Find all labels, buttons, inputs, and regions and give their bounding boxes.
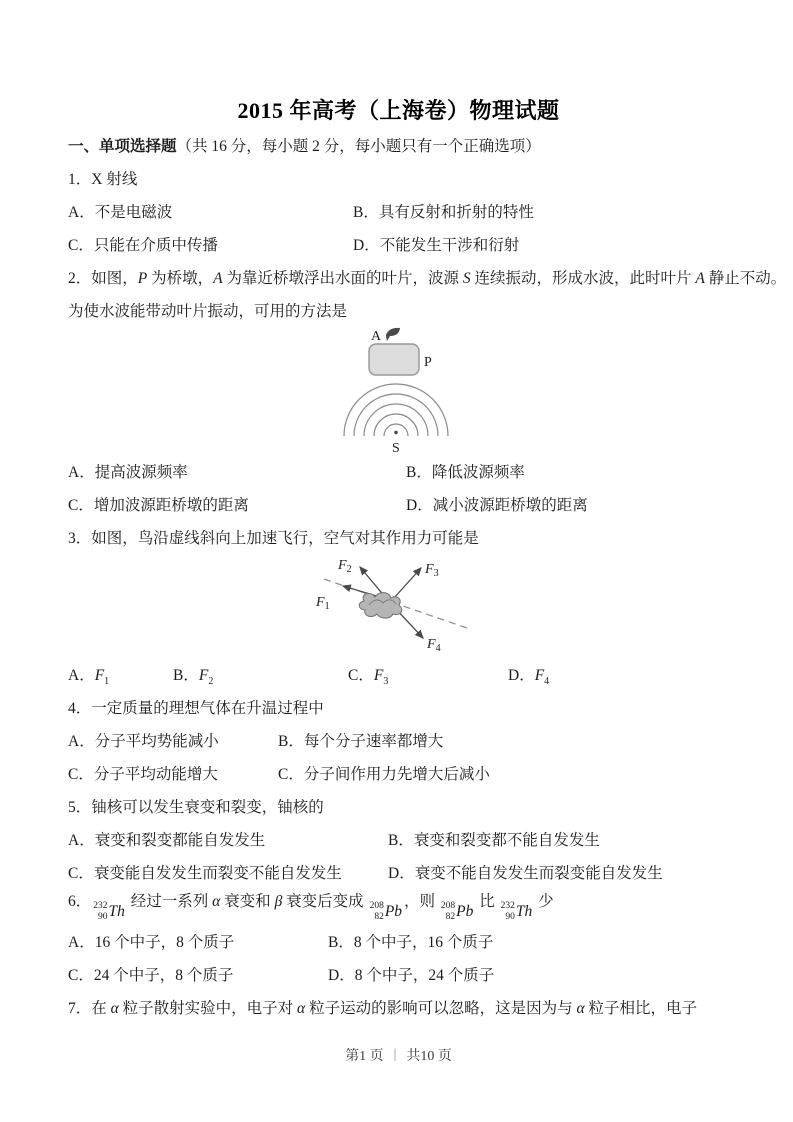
q6-option-b: B．8 个中子，16 个质子 (328, 933, 494, 951)
q3-option-a: A．$F_1$ (68, 666, 110, 687)
question-6-options-row-1 (68, 924, 729, 957)
q6-option-a: A．16 个中子，8 个质子 (68, 933, 235, 951)
question-2-stem-line-2: 为使水波能带动叶片振动，可用的方法是 (68, 302, 348, 320)
force-label-f2: $F_2$ (337, 558, 352, 575)
q4-option-b: B．每个分子速率都增大 (278, 732, 444, 750)
q3-option-d: D．$F_4$ (508, 666, 550, 687)
wave-arcs (344, 384, 448, 436)
question-5-options-row-2 (68, 855, 729, 888)
question-4-options-row-1 (68, 723, 729, 756)
section-heading-note: （共 16 分，每小题 2 分，每小题只有一个正确选项） (176, 137, 541, 155)
q5-option-b: B．衰变和裂变都不能自发发生 (388, 831, 600, 849)
question-6-options-row-2 (68, 957, 729, 990)
wave-arc-1 (384, 424, 408, 436)
force-label-f3: $F_3$ (424, 562, 439, 579)
water-wave-figure (68, 326, 729, 454)
force-label-f1: $F_1$ (315, 595, 330, 612)
q3-option-c: C．$F_3$ (348, 666, 389, 687)
q2-option-d: D．减小波源距桥墩的距离 (406, 496, 588, 514)
q4-option-a: A．分子平均势能减小 (68, 732, 219, 750)
q2-option-b: B．降低波源频率 (406, 463, 525, 481)
q6-option-c: C．24 个中子，8 个质子 (68, 966, 234, 984)
wave-arc-4 (354, 394, 438, 436)
question-6-stem: 6． 232 90 Th 经过一系列 α 衰变和 β 衰变后变成 208 82 Pb ，则 208 82 Pb 比 232 90 Th 少 (68, 893, 554, 922)
q1-option-b: B．具有反射和折射的特性 (353, 203, 534, 221)
q5-option-c: C．衰变能自发发生而裂变不能自发发生 (68, 864, 342, 882)
q5-option-a: A．衰变和裂变都能自发发生 (68, 831, 266, 849)
wave-source-label: S (391, 441, 400, 454)
page-footer (68, 1045, 729, 1065)
bird-shape (359, 593, 402, 619)
question-3-options-row (68, 657, 729, 690)
wave-source-dot (394, 431, 397, 434)
question-5-options-row-1 (68, 822, 729, 855)
q3-option-b: B．$F_2$ (173, 666, 214, 687)
force-arrow-f3 (394, 568, 421, 598)
footer-separator: | (393, 1047, 397, 1062)
question-4-stem: 4．一定质量的理想气体在升温过程中 (68, 699, 324, 717)
q2-option-a: A．提高波源频率 (68, 463, 188, 481)
q6-option-d: D．8 个中子，24 个质子 (328, 966, 495, 984)
question-3-stem: 3．如图，鸟沿虚线斜向上加速飞行，空气对其作用力可能是 (68, 529, 479, 547)
question-7-stem: 7．在 α 粒子散射实验中，电子对 α 粒子运动的影响可以忽略，这是因为与 α 粒子相比，电子 (68, 999, 697, 1017)
question-1-options-row-2 (68, 227, 729, 260)
q1-option-a: A．不是电磁波 (68, 203, 173, 221)
bird-forces-figure (68, 553, 729, 657)
question-4-options-row-2 (68, 756, 729, 789)
footer-total-pages: 共10 页 (406, 1049, 452, 1064)
section-heading-number: 一、单项选择题 (68, 137, 177, 155)
footer-page-number: 第1 页 (345, 1049, 384, 1064)
question-1-stem: 1．X 射线 (68, 170, 138, 188)
q4-option-c1: C．分子平均动能增大 (68, 765, 218, 783)
leaf-icon (386, 328, 400, 341)
question-5-stem: 5．铀核可以发生衰变和裂变，铀核的 (68, 798, 324, 816)
pier-label: P (423, 355, 432, 370)
bridge-pier-rect (369, 344, 419, 375)
q1-option-c: C．只能在介质中传播 (68, 236, 218, 254)
question-2-stem-line-1: 2．如图，P 为桥墩，A 为靠近桥墩浮出水面的叶片，波源 S 连续振动，形成水波，此时叶片 A 静止不动。 (68, 269, 787, 287)
question-2-options-row-2 (68, 487, 729, 520)
water-wave-figure-svg (299, 326, 499, 454)
q1-option-d: D．不能发生干涉和衍射 (353, 236, 520, 254)
q4-option-c2: C．分子间作用力先增大后减小 (278, 765, 490, 783)
bird-forces-figure-svg (294, 553, 504, 657)
question-2-options-row-1 (68, 454, 729, 487)
page-title: 2015 年高考（上海卷）物理试题 (237, 98, 560, 123)
question-1-options-row-1 (68, 194, 729, 227)
q2-option-c: C．增加波源距桥墩的距离 (68, 496, 249, 514)
force-label-f4: $F_4$ (426, 637, 441, 654)
wave-arc-5 (344, 384, 448, 436)
section-heading (68, 128, 729, 161)
q5-option-d: D．衰变不能自发发生而裂变能自发发生 (388, 864, 663, 882)
leaf-point-label: A (370, 329, 381, 344)
bird-body (359, 593, 402, 619)
